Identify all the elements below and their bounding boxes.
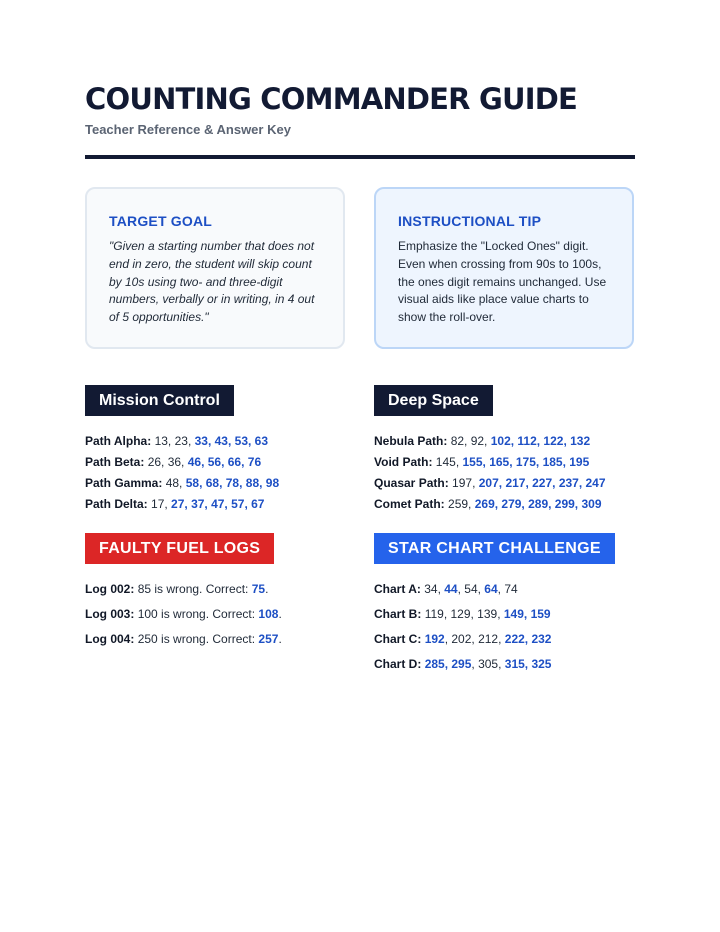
list-item	[374, 652, 551, 677]
answer-numbers: 46, 56, 66, 76	[187, 455, 262, 469]
chart-label: Chart B:	[374, 607, 422, 621]
log-end: .	[265, 582, 269, 596]
answer-numbers: 192	[424, 632, 445, 646]
faulty-fuel-logs-list	[85, 577, 282, 652]
instructional-tip-text: Emphasize the "Locked Ones" digit. Even when crossing from 90s to 100s, the ones digit remains unchanged. Use visual aids like place value charts to show the roll-over.	[398, 239, 607, 325]
target-goal-heading: TARGET GOAL	[109, 213, 213, 229]
answer-numbers: 33, 43, 53, 63	[194, 434, 269, 448]
given-numbers: , 74	[497, 582, 518, 596]
given-numbers: , 54,	[457, 582, 485, 596]
chart-label: Chart D:	[374, 657, 422, 671]
page-title: COUNTING COMMANDER GUIDE	[85, 82, 577, 116]
list-item	[85, 431, 279, 452]
mission-control-list	[85, 431, 279, 515]
given-numbers: , 305,	[471, 657, 505, 671]
path-label: Path Delta:	[85, 497, 148, 511]
list-item	[374, 452, 606, 473]
answer-numbers: 149, 159	[503, 607, 551, 621]
path-label: Quasar Path:	[374, 476, 449, 490]
chart-label: Chart C:	[374, 632, 422, 646]
faulty-fuel-logs-banner: FAULTY FUEL LOGS	[85, 533, 274, 564]
path-label: Nebula Path:	[374, 434, 448, 448]
list-item	[374, 627, 551, 652]
log-text: 100 is wrong. Correct:	[137, 607, 259, 621]
log-end: .	[278, 632, 282, 646]
given-numbers: 48,	[165, 476, 186, 490]
target-goal-text: "Given a starting number that does not end in zero, the student will skip count by 10s using two- and three-digit numbers, verbally or in writing, in 4 out of 5 opportunities."	[109, 239, 315, 325]
answer-number: 257	[258, 632, 279, 646]
log-label: Log 002:	[85, 582, 135, 596]
list-item	[85, 452, 279, 473]
chart-label: Chart A:	[374, 582, 421, 596]
answer-numbers: 222, 232	[504, 632, 552, 646]
answer-numbers: 207, 217, 227, 237, 247	[478, 476, 606, 490]
given-numbers: 26, 36,	[147, 455, 188, 469]
list-item	[85, 577, 282, 602]
deep-space-banner: Deep Space	[374, 385, 493, 416]
answer-number: 108	[258, 607, 279, 621]
answer-numbers: 155, 165, 175, 185, 195	[462, 455, 590, 469]
answer-numbers: 269, 279, 289, 299, 309	[474, 497, 602, 511]
given-numbers: 259,	[448, 497, 475, 511]
list-item	[374, 431, 606, 452]
given-numbers: 17,	[151, 497, 172, 511]
answer-numbers: 58, 68, 78, 88, 98	[185, 476, 280, 490]
star-chart-list	[374, 577, 551, 677]
given-numbers: 34,	[424, 582, 445, 596]
path-label: Comet Path:	[374, 497, 445, 511]
list-item	[85, 494, 279, 515]
list-item	[85, 473, 279, 494]
answer-numbers: 64	[484, 582, 498, 596]
answer-number: 75	[251, 582, 266, 596]
star-chart-banner: STAR CHART CHALLENGE	[374, 533, 615, 564]
answer-numbers: 27, 37, 47, 57, 67	[171, 497, 265, 511]
given-numbers: 82, 92,	[450, 434, 491, 448]
instructional-tip-card	[374, 187, 634, 349]
list-item	[374, 494, 606, 515]
given-numbers: , 202, 212,	[444, 632, 505, 646]
log-label: Log 004:	[85, 632, 135, 646]
answer-numbers: 285, 295	[424, 657, 472, 671]
log-end: .	[278, 607, 282, 621]
instructional-tip-heading: INSTRUCTIONAL TIP	[398, 213, 542, 229]
page-subtitle: Teacher Reference & Answer Key	[85, 122, 291, 137]
header-divider	[85, 155, 635, 159]
given-numbers: 13, 23,	[154, 434, 195, 448]
list-item	[85, 602, 282, 627]
path-label: Path Alpha:	[85, 434, 152, 448]
list-item	[374, 602, 551, 627]
given-numbers: 145,	[435, 455, 463, 469]
log-text: 250 is wrong. Correct:	[137, 632, 259, 646]
list-item	[374, 473, 606, 494]
answer-numbers: 315, 325	[504, 657, 552, 671]
mission-control-banner: Mission Control	[85, 385, 234, 416]
path-label: Void Path:	[374, 455, 433, 469]
log-text: 85 is wrong. Correct:	[137, 582, 252, 596]
answer-numbers: 44	[444, 582, 458, 596]
deep-space-list	[374, 431, 606, 515]
answer-numbers: 102, 112, 122, 132	[490, 434, 591, 448]
log-label: Log 003:	[85, 607, 135, 621]
given-numbers: 119, 129, 139,	[424, 607, 504, 621]
path-label: Path Beta:	[85, 455, 145, 469]
list-item	[85, 627, 282, 652]
given-numbers: 197,	[452, 476, 479, 490]
path-label: Path Gamma:	[85, 476, 163, 490]
target-goal-card	[85, 187, 345, 349]
list-item	[374, 577, 551, 602]
